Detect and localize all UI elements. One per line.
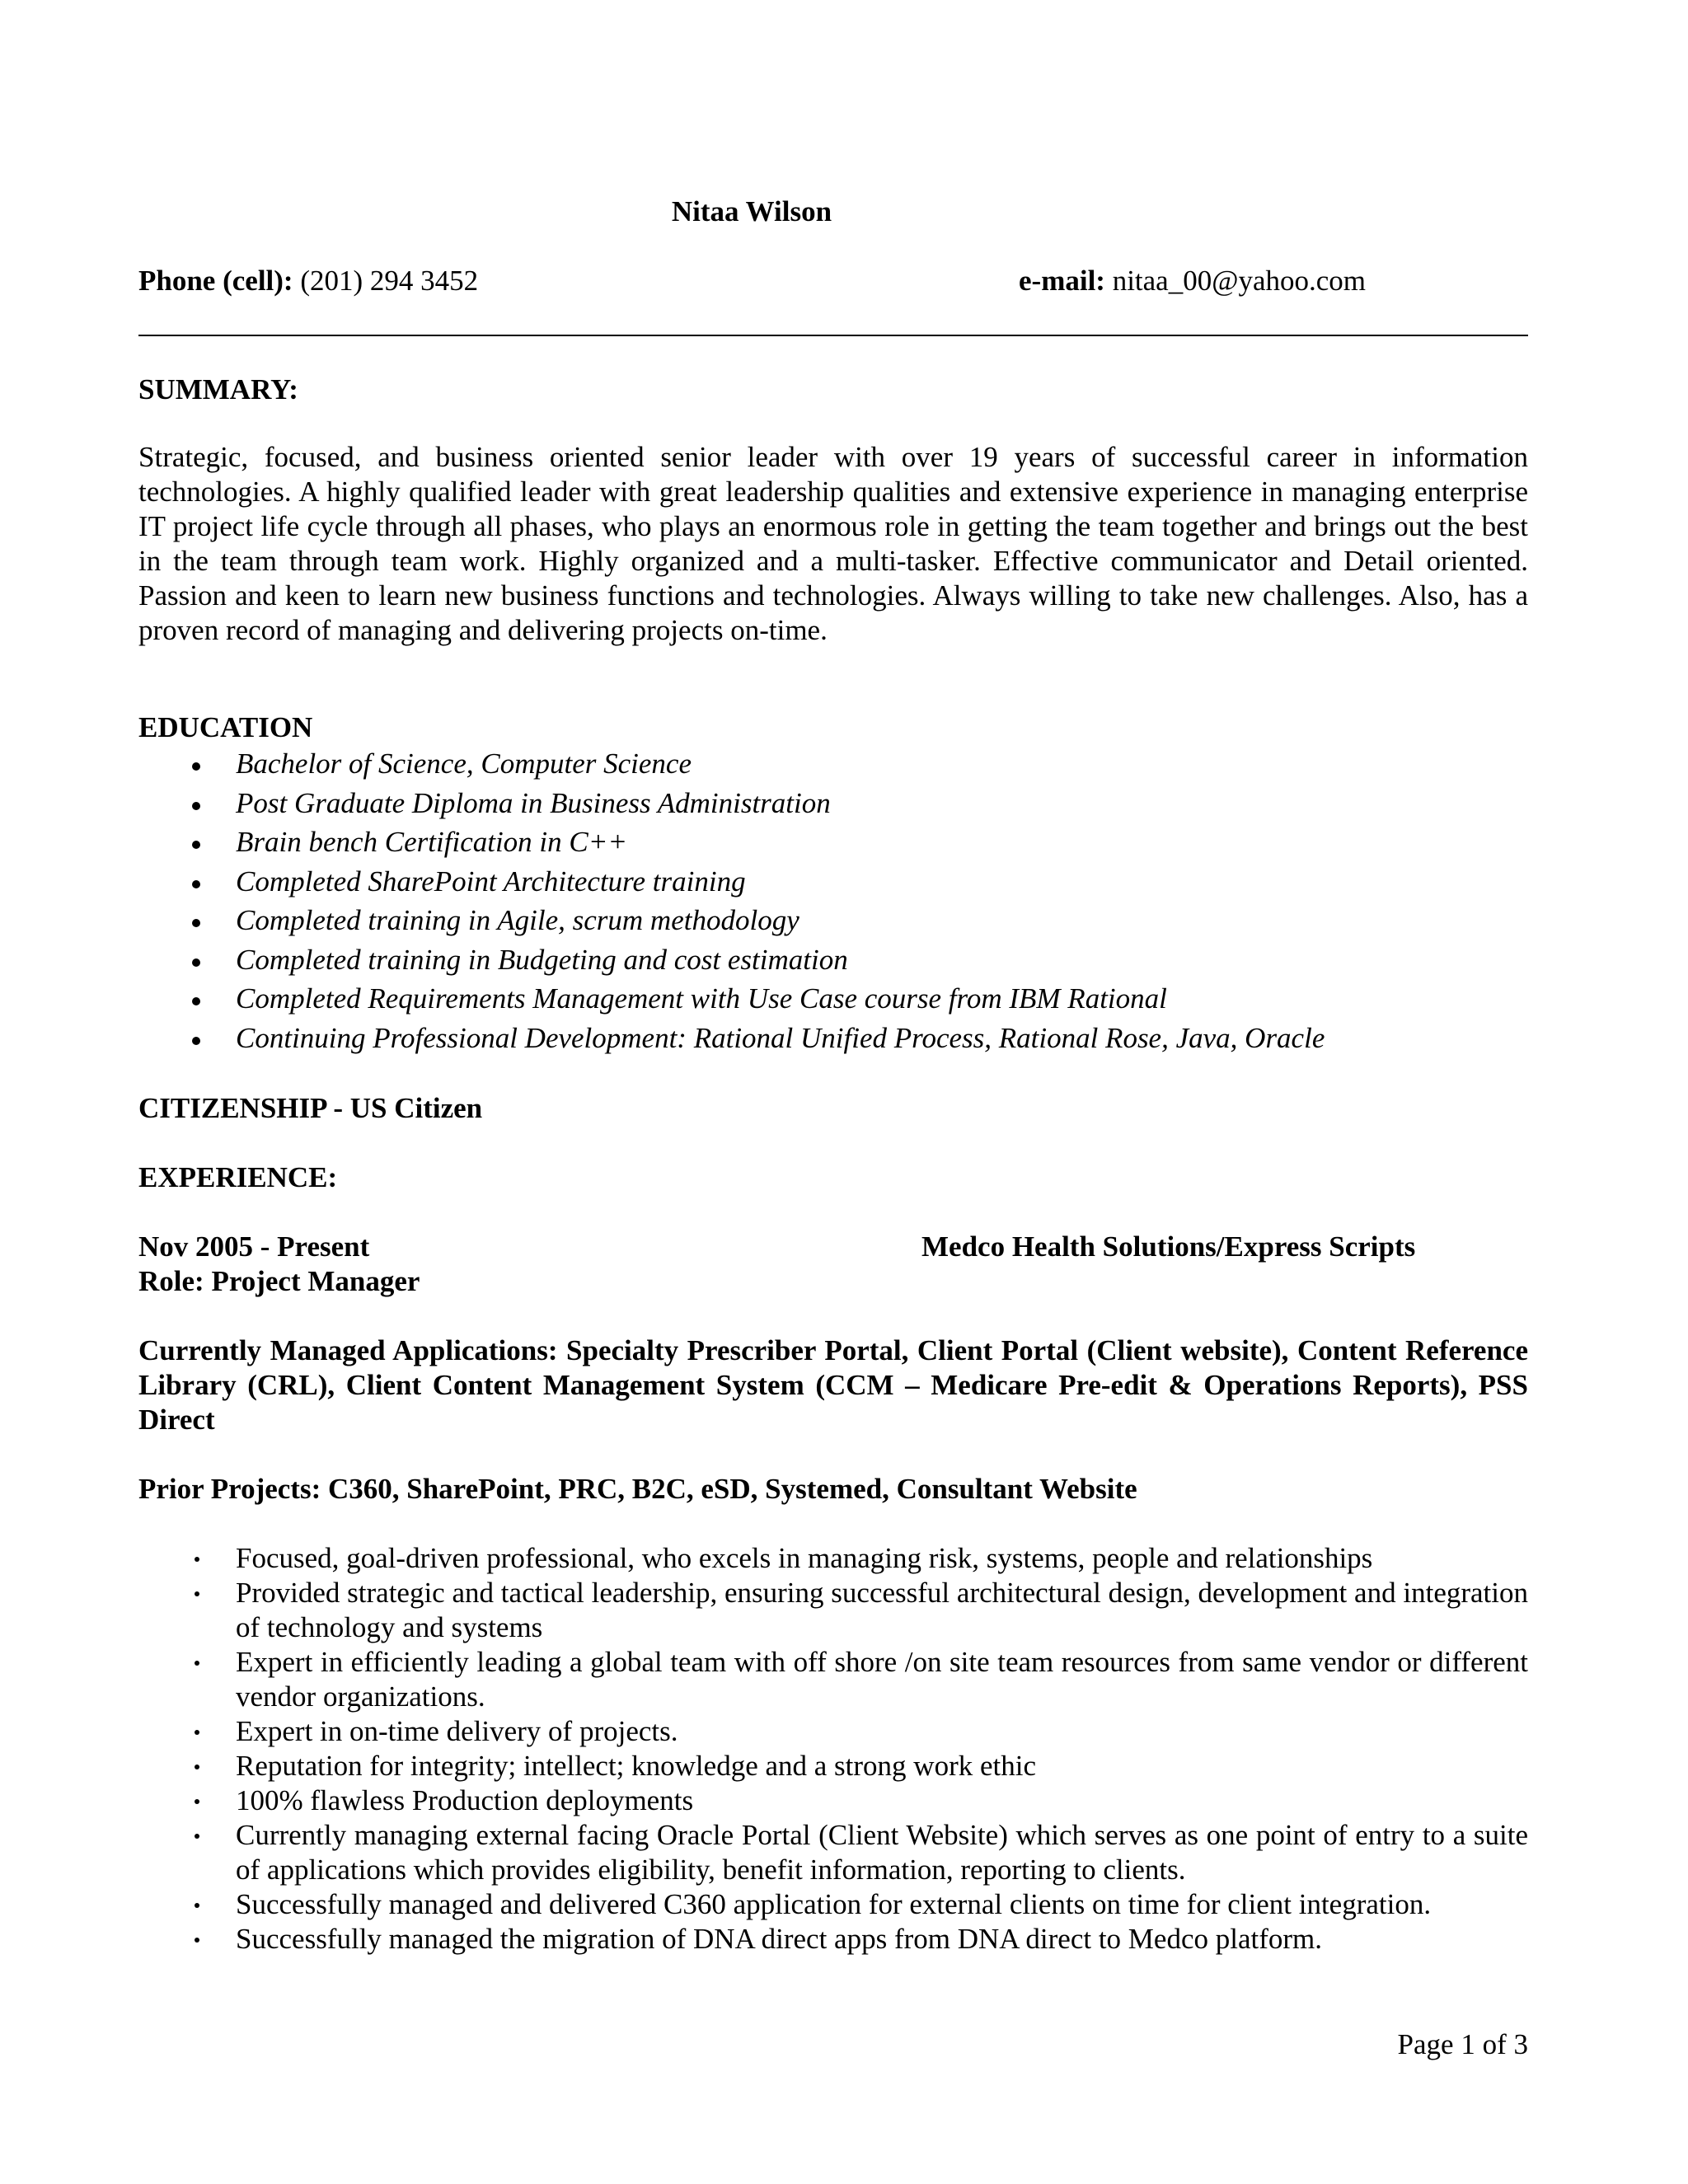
experience-date-range: Nov 2005 - Present xyxy=(138,1230,370,1263)
education-item-text: Completed training in Agile, scrum methodology xyxy=(236,904,799,936)
bullet-icon xyxy=(192,958,200,967)
experience-bullets xyxy=(138,1541,1528,1957)
bullet-icon xyxy=(192,841,200,849)
education-item-text: Completed SharePoint Architecture training xyxy=(236,865,746,898)
bullet-icon xyxy=(192,1037,200,1045)
phone-label: Phone (cell): xyxy=(138,265,293,297)
experience-bullet xyxy=(138,1922,1528,1957)
summary-text: Strategic, focused, and business oriented senior leader with over 19 years of successful career in information technologies. A highly qualified leader with great leadership qualities and extensive experience in managing enterprise IT project life cycle through all phases, who plays an enormous role in getting the team together and brings out the best in the team through team work. Highly organized and a multi-tasker. Effective communicator and Detail oriented. Passion and keen to learn new business functions and technologies. Always willing to take new challenges. Also, has a proven record of managing and delivering projects on-time. xyxy=(138,441,1528,646)
bullet-icon xyxy=(195,1557,199,1562)
phone-line xyxy=(138,264,478,298)
experience-bullet xyxy=(138,1749,1528,1783)
bullet-icon xyxy=(195,1834,199,1839)
bullet-icon xyxy=(192,997,200,1005)
summary-heading: SUMMARY: xyxy=(138,373,298,405)
bullet-icon xyxy=(192,880,200,888)
education-item-text: Continuing Professional Development: Rational Unified Process, Rational Rose, Java, Oracle xyxy=(236,1021,1325,1054)
bullet-icon xyxy=(192,919,200,927)
experience-bullet xyxy=(138,1541,1528,1576)
bullet-icon xyxy=(195,1903,199,1908)
experience-bullet-text: Currently managing external facing Oracle Portal (Client Website) which serves as one point of entry to a suite of applications which provides eligibility, benefit information, reporting to clients. xyxy=(236,1819,1528,1886)
education-item-text: Completed Requirements Management with Use Case course from IBM Rational xyxy=(236,982,1167,1015)
experience-bullet-text: Provided strategic and tactical leadership, ensuring successful architectural design, development and integration of technology and systems xyxy=(236,1577,1528,1643)
bullet-icon xyxy=(195,1591,199,1596)
experience-bullet-text: Reputation for integrity; intellect; knowledge and a strong work ethic xyxy=(236,1750,1036,1782)
experience-role: Role: Project Manager xyxy=(138,1265,420,1297)
education-item-text: Completed training in Budgeting and cost estimation xyxy=(236,943,848,976)
experience-company: Medco Health Solutions/Express Scripts xyxy=(921,1230,1416,1263)
experience-bullet xyxy=(138,1714,1528,1749)
prior-projects: Prior Projects: C360, SharePoint, PRC, B2C, eSD, Systemed, Consultant Website xyxy=(138,1473,1137,1505)
experience-bullet xyxy=(138,1887,1528,1922)
education-item xyxy=(138,825,1528,865)
education-item xyxy=(138,982,1528,1021)
bullet-icon xyxy=(195,1730,199,1735)
experience-bullet xyxy=(138,1645,1528,1714)
education-item xyxy=(138,865,1528,904)
bullet-icon xyxy=(192,762,200,771)
experience-bullet-text: Expert in on-time delivery of projects. xyxy=(236,1715,678,1747)
education-item xyxy=(138,786,1528,826)
page-number: Page 1 of 3 xyxy=(1397,2028,1528,2060)
experience-bullet-text: 100% flawless Production deployments xyxy=(236,1784,694,1816)
education-item-text: Post Graduate Diploma in Business Administration xyxy=(236,786,831,819)
education-heading: EDUCATION xyxy=(138,711,313,743)
email-line xyxy=(1019,264,1366,298)
phone-value: (201) 294 3452 xyxy=(293,265,479,297)
experience-bullet-text: Focused, goal-driven professional, who excels in managing risk, systems, people and relationships xyxy=(236,1542,1373,1574)
education-item xyxy=(138,903,1528,943)
bullet-icon xyxy=(192,802,200,810)
candidate-name: Nitaa Wilson xyxy=(671,195,832,227)
header-divider xyxy=(138,335,1528,336)
managed-applications: Currently Managed Applications: Specialty Prescriber Portal, Client Portal (Client website), Content Reference Library (CRL), Client Content Management System (CCM – Medicare Pre-edit & Operations Reports), PSS Direct xyxy=(138,1334,1528,1436)
education-list xyxy=(138,747,1528,1060)
citizenship-line: CITIZENSHIP - US Citizen xyxy=(138,1092,483,1124)
education-item-text: Bachelor of Science, Computer Science xyxy=(236,748,692,780)
education-item xyxy=(138,1021,1528,1061)
experience-heading: EXPERIENCE: xyxy=(138,1161,338,1193)
education-item-text: Brain bench Certification in C++ xyxy=(236,826,627,858)
contact-row xyxy=(138,264,1528,298)
experience-bullet xyxy=(138,1818,1528,1887)
education-item xyxy=(138,747,1528,786)
bullet-icon xyxy=(195,1765,199,1769)
email-label: e-mail: xyxy=(1019,265,1105,297)
bullet-icon xyxy=(195,1661,199,1666)
bullet-icon xyxy=(195,1799,199,1804)
email-value: nitaa_00@yahoo.com xyxy=(1104,265,1366,297)
resume-page xyxy=(138,0,1528,2184)
experience-bullet-text: Expert in efficiently leading a global team with off shore /on site team resources from same vendor or different vendor organizations. xyxy=(236,1646,1528,1713)
experience-bullet-text: Successfully managed the migration of DNA direct apps from DNA direct to Medco platform. xyxy=(236,1923,1323,1955)
bullet-icon xyxy=(195,1938,199,1943)
education-item xyxy=(138,943,1528,982)
experience-bullet-text: Successfully managed and delivered C360 application for external clients on time for client integration. xyxy=(236,1888,1432,1920)
experience-bullet xyxy=(138,1783,1528,1818)
experience-bullet xyxy=(138,1576,1528,1645)
experience-header-row xyxy=(138,1230,1528,1264)
